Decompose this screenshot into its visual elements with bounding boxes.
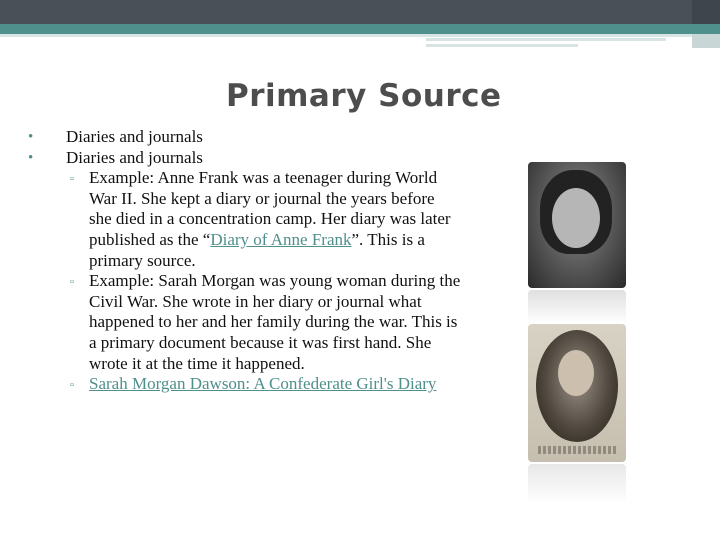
anne-frank-diary-link[interactable]: Diary of Anne Frank xyxy=(210,229,352,249)
sarah-morgan-diary-link[interactable]: Sarah Morgan Dawson: A Confederate Girl's Diary xyxy=(89,374,437,394)
header-line-light xyxy=(0,34,720,37)
bullet-text: Diaries and journals xyxy=(66,127,203,146)
photo-reflection xyxy=(528,464,626,504)
photo-reflection xyxy=(528,290,626,324)
header-bar-edge xyxy=(692,0,720,24)
header-corner-block xyxy=(692,34,720,48)
header-bar-dark xyxy=(0,0,692,24)
photo-face-shape xyxy=(552,188,600,248)
round-bullet-icon: • xyxy=(28,149,34,166)
sub-bullet-text: Example: Anne Frank was a teenager during World War II. She kept a diary or journal the years before she died in a concentration camp. Her diary was later published as the “ xyxy=(89,168,451,249)
slide-body xyxy=(24,127,524,395)
bullet-item xyxy=(24,127,524,148)
bullet-item xyxy=(24,148,524,169)
anne-frank-photo xyxy=(528,162,626,288)
sub-bullet-item xyxy=(66,374,461,395)
round-bullet-icon: • xyxy=(28,129,34,145)
bullet-text: Diaries and journals xyxy=(66,147,203,167)
sub-bullet-item xyxy=(66,271,461,374)
header-bar-teal xyxy=(0,24,720,34)
photo-face-shape xyxy=(558,350,594,396)
sarah-morgan-photo xyxy=(528,324,626,462)
hollow-square-bullet-icon: ▫ xyxy=(70,173,74,186)
sub-bullet-text: Example: Sarah Morgan was young woman during the Civil War. She wrote in her diary or journal what happened to her and her family during the war. This is a primary document because it was first hand. She wrote it at the time it happened. xyxy=(89,271,461,373)
slide-title: Primary Source xyxy=(226,78,502,114)
hollow-square-bullet-icon: ▫ xyxy=(70,379,74,392)
header-line-light-2 xyxy=(426,38,666,41)
sub-bullet-text-end: ”. This is a primary source. xyxy=(89,229,425,270)
sub-bullet-item xyxy=(66,168,461,271)
header-line-light-3 xyxy=(426,44,578,47)
hollow-square-bullet-icon: ▫ xyxy=(70,276,74,289)
photo-caption-strip xyxy=(538,446,616,454)
